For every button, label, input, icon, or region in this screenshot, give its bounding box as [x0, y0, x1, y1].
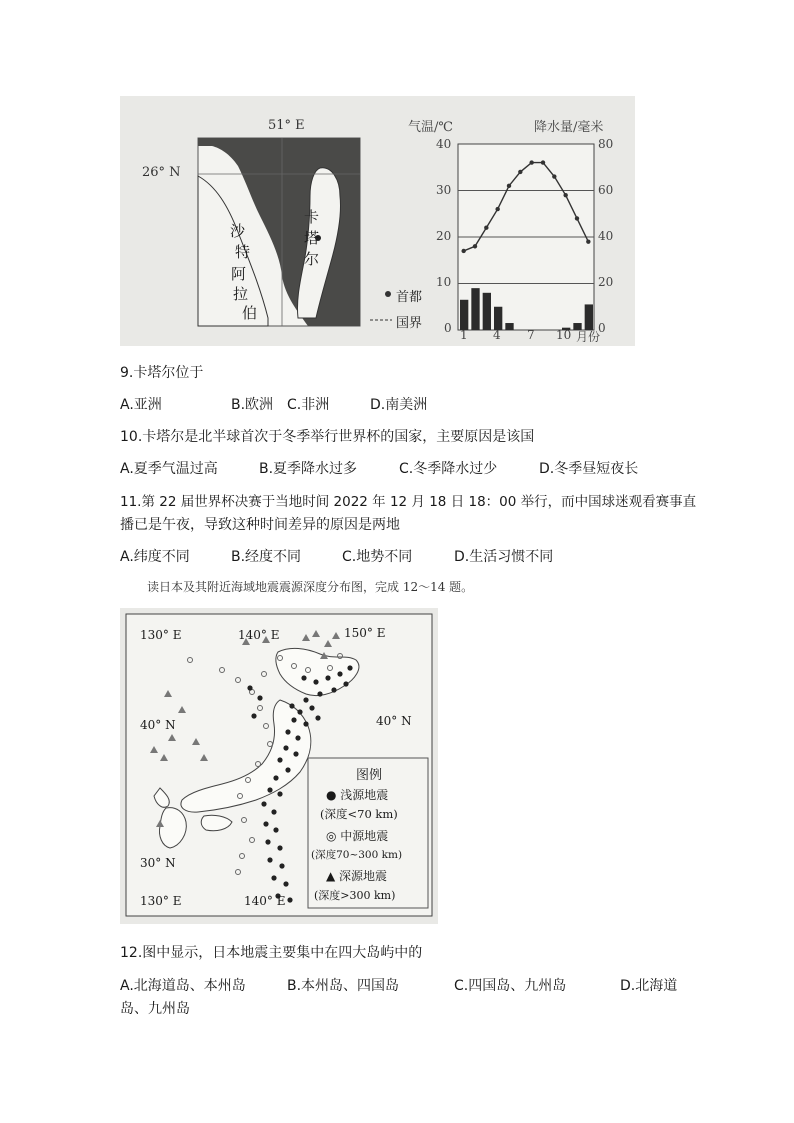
left-tick-10: 10 [436, 275, 452, 289]
saudi-label-3: 阿 [231, 265, 247, 283]
q11-stem-line2: 播已是午夜，导致这种时间差异的原因是两地 [120, 517, 400, 533]
legend-mid-depth: (深度70~300 km) [311, 849, 403, 861]
q12-option-d[interactable]: D.北海道 [620, 978, 678, 994]
temperature-point [484, 226, 488, 230]
legend-shallow-depth: (深度<70 km) [320, 807, 398, 821]
q12-option-a[interactable]: A.北海道岛、本州岛 [120, 978, 246, 994]
lon-130-bottom: 130° E [140, 894, 182, 908]
japan-map-svg [120, 608, 438, 924]
left-tick-0: 0 [444, 321, 452, 335]
x-unit: 月份 [576, 330, 601, 344]
legend-deep: ▲ 深源地震 [326, 869, 388, 883]
qatar-label-3: 尔 [304, 250, 320, 268]
q11-option-a[interactable]: A.纬度不同 [120, 549, 190, 565]
q9-stem: 9.卡塔尔位于 [120, 365, 204, 381]
saudi-label-1: 沙 [230, 222, 246, 240]
q11-stem-line1: 11.第 22 届世界杯决赛于当地时间 2022 年 12 月 18 日 18：00 举行，而中国球迷观看赛事直 [120, 494, 697, 510]
precip-bar [585, 304, 593, 330]
saudi-label-2: 特 [235, 243, 251, 261]
legend-capital-label: 首都 [396, 290, 423, 305]
temperature-point [575, 216, 579, 220]
saudi-label-4: 拉 [233, 285, 249, 303]
lon-140-top: 140° E [238, 628, 280, 642]
parallel-label: 26° N [142, 165, 181, 180]
precip-bar [471, 288, 479, 330]
q9-option-c[interactable]: C.非洲 [287, 397, 330, 413]
lat-40-right: 40° N [376, 714, 412, 728]
qatar-label-2: 塔 [304, 229, 320, 247]
left-tick-30: 30 [436, 183, 452, 197]
precip-bar [494, 307, 502, 330]
precip-bar [460, 300, 468, 330]
precip-bar [505, 323, 513, 330]
right-tick-20: 20 [598, 275, 614, 289]
legend-shallow: ● 浅源地震 [326, 788, 389, 802]
lon-130-top: 130° E [140, 628, 182, 642]
temperature-point [563, 193, 567, 197]
lon-150-top: 150° E [344, 626, 386, 640]
japan-earthquake-figure [120, 608, 438, 924]
temperature-point [552, 174, 556, 178]
right-tick-80: 80 [598, 137, 614, 151]
qatar-figure [120, 96, 635, 346]
q9-option-b[interactable]: B.欧洲 [231, 397, 274, 413]
q10-option-a[interactable]: A.夏季气温过高 [120, 461, 218, 477]
legend-border-label: 国界 [396, 316, 423, 331]
legend-mid: ◎ 中源地震 [326, 829, 389, 843]
meridian-label: 51° E [268, 118, 305, 133]
left-tick-40: 40 [436, 137, 452, 151]
q9-option-d[interactable]: D.南美洲 [370, 397, 428, 413]
saudi-label-5: 伯 [242, 304, 258, 322]
climate-y-right-label: 降水量/毫米 [534, 120, 604, 135]
q12-stem: 12.图中显示，日本地震主要集中在四大岛屿中的 [120, 945, 423, 961]
temperature-point [529, 160, 533, 164]
temperature-point [495, 207, 499, 211]
right-tick-0: 0 [598, 321, 606, 335]
q10-option-b[interactable]: B.夏季降水过多 [259, 461, 358, 477]
temperature-point [473, 244, 477, 248]
climate-y-left-label: 气温/℃ [408, 120, 453, 135]
lat-40-left: 40° N [140, 718, 176, 732]
instruction-12-14: 读日本及其附近海域地震震源深度分布图，完成 12～14 题。 [147, 580, 474, 594]
temperature-point [461, 249, 465, 253]
q11-option-c[interactable]: C.地势不同 [342, 549, 413, 565]
temperature-point [586, 239, 590, 243]
q10-option-d[interactable]: D.冬季昼短夜长 [539, 461, 639, 477]
q11-option-b[interactable]: B.经度不同 [231, 549, 302, 565]
q9-option-a[interactable]: A.亚洲 [120, 397, 162, 413]
x-tick-4: 4 [493, 328, 501, 342]
lat-30-left: 30° N [140, 856, 176, 870]
q10-stem: 10.卡塔尔是北半球首次于冬季举行世界杯的国家，主要原因是该国 [120, 429, 535, 445]
lon-140-bottom: 140° E [244, 894, 286, 908]
q11-option-d[interactable]: D.生活习惯不同 [454, 549, 554, 565]
left-tick-20: 20 [436, 229, 452, 243]
q12-option-d-continued: 岛、九州岛 [120, 1001, 190, 1017]
legend-deep-depth: (深度>300 km) [314, 889, 396, 902]
right-tick-60: 60 [598, 183, 614, 197]
x-tick-7: 7 [527, 328, 535, 342]
right-tick-40: 40 [598, 229, 614, 243]
qatar-label-1: 卡 [304, 208, 320, 226]
temperature-point [507, 184, 511, 188]
temperature-point [541, 160, 545, 164]
q12-option-c[interactable]: C.四国岛、九州岛 [454, 978, 567, 994]
legend-capital-dot [385, 291, 391, 297]
q12-option-b[interactable]: B.本州岛、四国岛 [287, 978, 400, 994]
x-tick-10: 10 [556, 328, 572, 342]
q10-option-c[interactable]: C.冬季降水过少 [399, 461, 498, 477]
legend-title: 图例 [356, 768, 383, 783]
x-tick-1: 1 [460, 328, 468, 342]
precip-bar [483, 293, 491, 330]
temperature-point [518, 170, 522, 174]
